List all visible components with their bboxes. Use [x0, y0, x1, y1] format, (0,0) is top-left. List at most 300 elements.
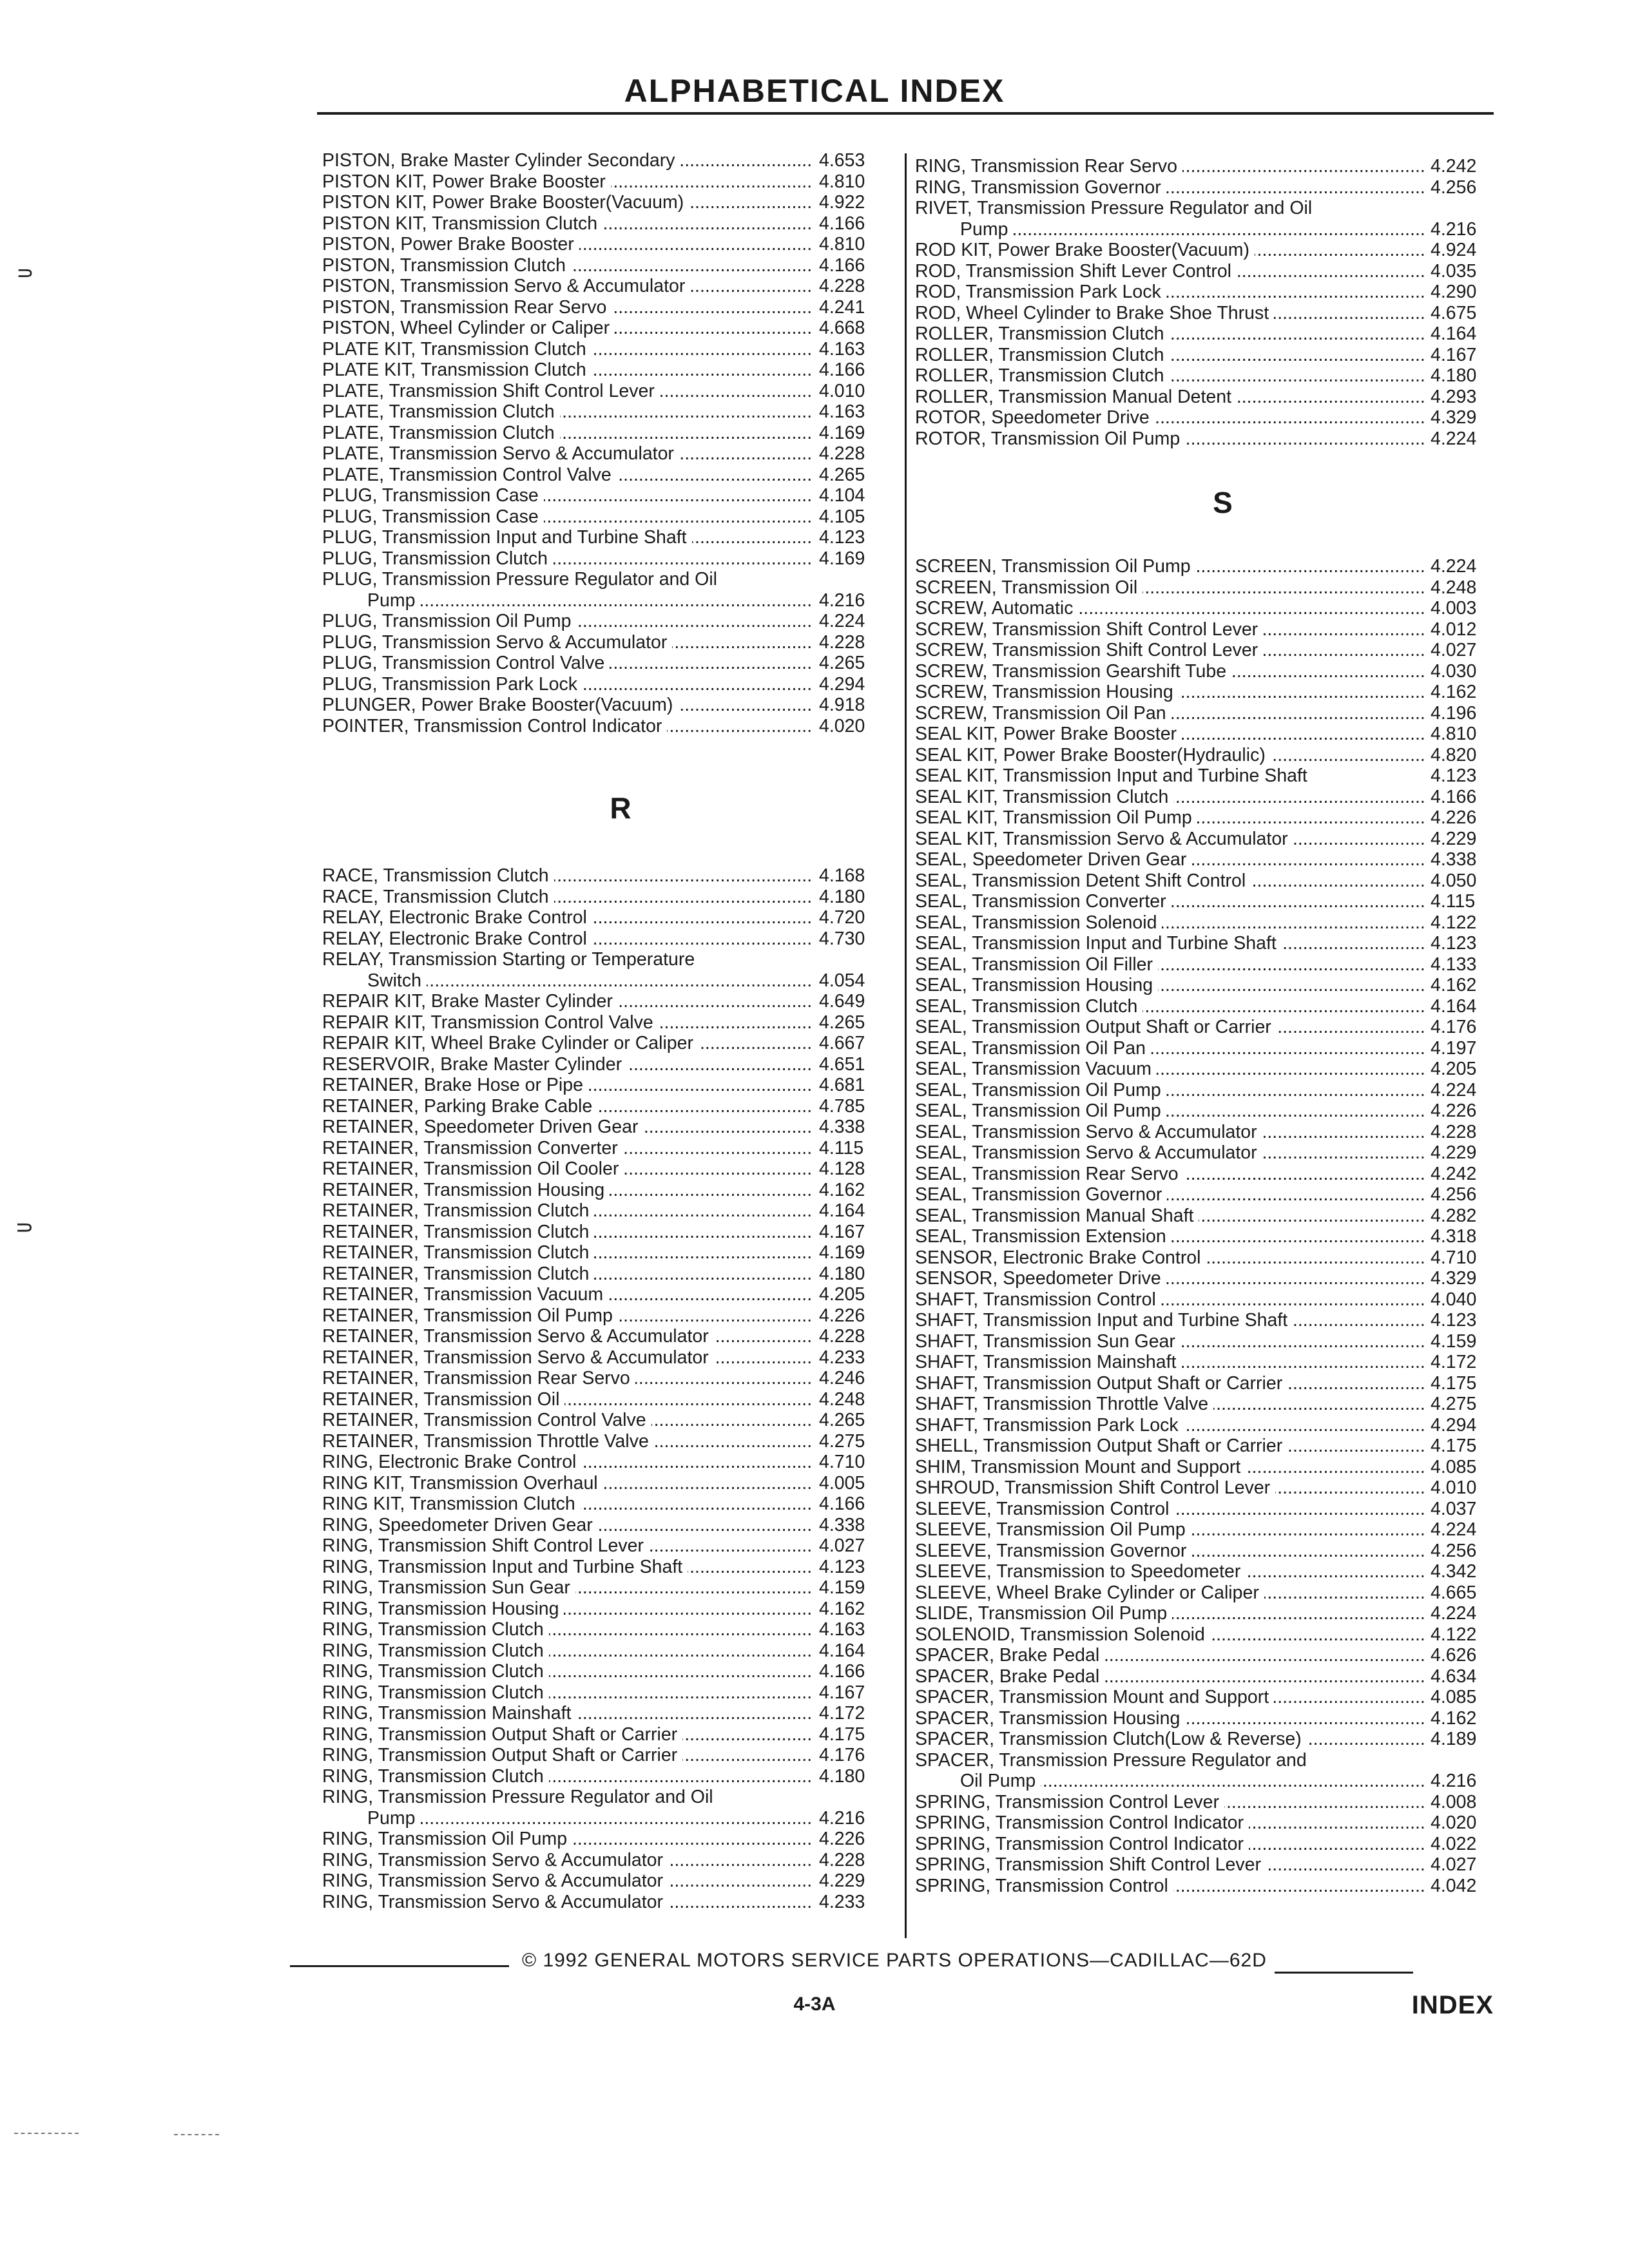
- index-entry: [322, 1745, 919, 1766]
- entry-page-ref: 4.166: [1431, 786, 1477, 807]
- entry-label: SEAL, Transmission Oil Filler: [915, 954, 1158, 975]
- index-entry: [322, 1661, 919, 1682]
- page-title: ALPHABETICAL INDEX: [624, 73, 1005, 109]
- entry-page-ref: 4.918: [819, 695, 865, 715]
- entry-label: SPRING, Transmission Control Indicator: [915, 1812, 1249, 1834]
- entry-label: RETAINER, Speedometer Driven Gear: [322, 1117, 643, 1138]
- index-entry: [322, 1410, 919, 1431]
- index-entry: [322, 1012, 919, 1033]
- page-number: 4-3A: [793, 1994, 836, 2015]
- entry-label: SOLENOID, Transmission Solenoid: [915, 1624, 1210, 1646]
- entry-label: RING, Transmission Output Shaft or Carrier: [322, 1724, 682, 1745]
- index-entry: [915, 556, 1530, 577]
- entry-page-ref: 4.163: [819, 338, 865, 360]
- entry-page-ref: 4.329: [1431, 1268, 1477, 1289]
- entry-label: SPACER, Transmission Pressure Regulator and: [915, 1750, 1312, 1771]
- entry-label: PLATE KIT, Transmission Clutch: [322, 360, 592, 381]
- index-entry: [322, 674, 919, 695]
- entry-label: SEAL, Transmission Oil Pump: [915, 1080, 1166, 1101]
- index-entry: [322, 632, 919, 653]
- entry-page-ref: 4.042: [1431, 1875, 1477, 1896]
- entry-label: SEAL KIT, Transmission Clutch: [915, 787, 1173, 808]
- entry-label: PLUG, Transmission Case: [322, 485, 544, 506]
- index-entry: [915, 1519, 1530, 1541]
- entry-page-ref: 4.164: [1431, 995, 1477, 1017]
- entry-label-continued: Switch: [322, 970, 427, 992]
- entry-label: PLATE, Transmission Shift Control Lever: [322, 381, 660, 402]
- entry-label: SEAL KIT, Power Brake Booster: [915, 724, 1182, 745]
- entry-page-ref: 4.282: [1431, 1205, 1477, 1226]
- entry-label: SHROUD, Transmission Shift Control Lever: [915, 1477, 1275, 1499]
- entry-label: SEAL, Transmission Input and Turbine Shaft: [915, 933, 1282, 954]
- entry-label: SPRING, Transmission Control Lever: [915, 1792, 1224, 1813]
- entry-label: RING, Transmission Clutch: [322, 1619, 549, 1640]
- index-entry: [915, 1331, 1530, 1352]
- entry-page-ref: 4.246: [819, 1368, 865, 1389]
- entry-label: RING, Transmission Servo & Accumulator: [322, 1850, 668, 1871]
- entry-page-ref: 4.128: [819, 1158, 865, 1179]
- index-entry: [915, 640, 1530, 661]
- entry-page-ref: 4.176: [1431, 1017, 1477, 1037]
- index-entry: [915, 1352, 1530, 1373]
- index-entry: [322, 949, 919, 991]
- section-label: INDEX: [1411, 1991, 1494, 2019]
- entry-page-ref: 4.030: [1431, 660, 1477, 682]
- entry-label: SLEEVE, Transmission Control: [915, 1499, 1174, 1520]
- entry-label: RETAINER, Transmission Clutch: [322, 1264, 594, 1285]
- entry-label: SHAFT, Transmission Mainshaft: [915, 1352, 1181, 1373]
- entry-label: SEAL, Transmission Rear Servo: [915, 1164, 1184, 1185]
- index-entry: [322, 1829, 919, 1850]
- index-entry: [322, 443, 919, 465]
- entry-page-ref: 4.162: [819, 1179, 865, 1200]
- index-entry: [915, 682, 1530, 703]
- entry-label: RING, Transmission Pressure Regulator and Oil: [322, 1787, 718, 1808]
- entry-page-ref: 4.342: [1431, 1561, 1477, 1582]
- entry-page-ref: 4.256: [1431, 177, 1477, 198]
- entry-page-ref: 4.248: [1431, 577, 1477, 598]
- index-entry: [915, 1164, 1530, 1185]
- index-entry: [322, 1264, 919, 1285]
- index-entry: [915, 1017, 1530, 1038]
- entry-label: ROD KIT, Power Brake Booster(Vacuum): [915, 240, 1255, 261]
- entry-page-ref: 4.123: [819, 1556, 865, 1577]
- entry-label: RING, Transmission Servo & Accumulator: [322, 1870, 668, 1892]
- entry-page-ref: 4.216: [819, 590, 865, 611]
- index-entry: [322, 234, 919, 255]
- entry-page-ref: 4.216: [1431, 218, 1477, 240]
- entry-label: ROD, Transmission Shift Lever Control: [915, 261, 1237, 282]
- entry-page-ref: 4.256: [1431, 1184, 1477, 1205]
- entry-page-ref: 4.242: [1431, 1163, 1477, 1184]
- entry-page-ref: 4.228: [819, 631, 865, 653]
- index-entry: [322, 1222, 919, 1243]
- index-entry: [322, 465, 919, 486]
- index-entry: [322, 1096, 919, 1117]
- index-entry: [322, 907, 919, 928]
- entry-page-ref: 4.265: [819, 653, 865, 673]
- entry-label: RING, Electronic Brake Control: [322, 1452, 581, 1473]
- entry-page-ref: 4.668: [819, 318, 865, 338]
- index-entry: [322, 1158, 919, 1180]
- entry-label: RACE, Transmission Clutch: [322, 887, 554, 908]
- scan-artifact: [14, 2133, 79, 2134]
- entry-label: ROTOR, Transmission Oil Pump: [915, 428, 1185, 450]
- index-entry: [915, 1268, 1530, 1289]
- entry-label: SPACER, Transmission Mount and Support: [915, 1687, 1274, 1708]
- entry-page-ref: 4.122: [1431, 912, 1477, 933]
- entry-page-ref: 4.175: [819, 1724, 865, 1745]
- entry-page-ref: 4.626: [1431, 1645, 1477, 1666]
- entry-label: RING, Transmission Rear Servo: [915, 156, 1182, 177]
- entry-page-ref: 4.810: [1431, 724, 1477, 744]
- entry-page-ref: 4.050: [1431, 870, 1477, 891]
- entry-page-ref: 4.720: [819, 907, 865, 928]
- index-entry: [322, 1054, 919, 1075]
- index-entry: [322, 1682, 919, 1704]
- entry-label: SHAFT, Transmission Input and Turbine Shaft: [915, 1310, 1293, 1331]
- entry-label: SPRING, Transmission Shift Control Lever: [915, 1854, 1266, 1876]
- entry-label: RETAINER, Transmission Oil: [322, 1389, 564, 1410]
- index-entry: [322, 506, 919, 528]
- entry-page-ref: 4.290: [1431, 282, 1477, 302]
- entry-label: RETAINER, Transmission Oil Pump: [322, 1305, 618, 1327]
- index-entry: [915, 1415, 1530, 1436]
- index-entry: [322, 318, 919, 339]
- entry-label: PLATE, Transmission Clutch: [322, 401, 560, 423]
- entry-label: RING, Transmission Oil Pump: [322, 1829, 572, 1850]
- index-entry: [915, 1206, 1530, 1227]
- index-entry: [322, 548, 919, 570]
- section-letter-r: R: [610, 791, 631, 825]
- entry-page-ref: 4.205: [819, 1284, 865, 1305]
- entry-page-ref: 4.020: [819, 715, 865, 736]
- entry-label: RING, Transmission Clutch: [322, 1661, 549, 1682]
- index-entry: [915, 1603, 1530, 1624]
- entry-label: RELAY, Electronic Brake Control: [322, 928, 592, 950]
- entry-label: SCREW, Transmission Shift Control Lever: [915, 619, 1263, 640]
- entry-page-ref: 4.224: [819, 611, 865, 631]
- index-entry: [322, 1452, 919, 1473]
- entry-label: SLEEVE, Transmission to Speedometer: [915, 1561, 1246, 1582]
- entry-page-ref: 4.224: [1431, 1079, 1477, 1100]
- index-entry: [915, 1477, 1530, 1499]
- margin-mark: ⸧: [13, 1215, 37, 1241]
- entry-page-ref: 4.162: [1431, 1707, 1477, 1729]
- entry-label: PISTON, Power Brake Booster: [322, 234, 579, 255]
- entry-label: ROD, Wheel Cylinder to Brake Shoe Thrust: [915, 303, 1274, 324]
- entry-label: RETAINER, Transmission Clutch: [322, 1222, 594, 1243]
- entry-page-ref: 4.653: [819, 150, 865, 171]
- entry-page-ref: 4.256: [1431, 1540, 1477, 1561]
- entry-label: RETAINER, Transmission Converter: [322, 1138, 623, 1159]
- entry-page-ref: 4.318: [1431, 1226, 1477, 1247]
- entry-page-ref: 4.163: [819, 1619, 865, 1640]
- copyright-text: © 1992 GENERAL MOTORS SERVICE PARTS OPERATIONS—CADILLAC—62D: [522, 1950, 1267, 1971]
- entry-page-ref: 4.175: [1431, 1372, 1477, 1394]
- index-entry: [915, 177, 1530, 198]
- index-entry: [915, 1541, 1530, 1562]
- entry-label: RETAINER, Transmission Servo & Accumulator: [322, 1326, 714, 1347]
- index-entry: [322, 381, 919, 402]
- entry-label: RING, Transmission Shift Control Lever: [322, 1535, 649, 1557]
- entry-label: POINTER, Transmission Control Indicator: [322, 716, 667, 737]
- footer-rule-left: [290, 1965, 509, 1967]
- entry-page-ref: 4.167: [819, 1682, 865, 1703]
- entry-page-ref: 4.226: [819, 1305, 865, 1326]
- index-entry: [915, 807, 1530, 829]
- entry-page-ref: 4.166: [819, 360, 865, 380]
- entry-label: PLUG, Transmission Clutch: [322, 548, 553, 570]
- entry-page-ref: 4.681: [819, 1075, 865, 1095]
- index-entry: [915, 577, 1530, 599]
- index-entry: [322, 360, 919, 381]
- index-entry: [322, 1535, 919, 1557]
- entry-page-ref: 4.338: [819, 1117, 865, 1137]
- index-entry: [322, 1892, 919, 1913]
- index-entry: [915, 240, 1530, 261]
- index-entry: [322, 1305, 919, 1327]
- entry-label: RETAINER, Transmission Throttle Valve: [322, 1431, 654, 1452]
- index-entry: [915, 1729, 1530, 1750]
- entry-label: RELAY, Electronic Brake Control: [322, 907, 592, 928]
- entry-label: RING, Transmission Sun Gear: [322, 1577, 575, 1599]
- index-entry: [915, 345, 1530, 366]
- entry-page-ref: 4.115: [819, 1137, 864, 1158]
- entry-label: SEAL, Transmission Servo & Accumulator: [915, 1122, 1262, 1143]
- entry-label: RING, Speedometer Driven Gear: [322, 1515, 598, 1536]
- entry-page-ref: 4.166: [819, 1494, 865, 1514]
- entry-label: RING, Transmission Governor: [915, 177, 1166, 198]
- index-entry: [322, 1870, 919, 1892]
- entry-page-ref: 4.180: [1431, 365, 1477, 386]
- index-entry: [322, 423, 919, 444]
- index-entry: [915, 1582, 1530, 1604]
- entry-label: PLATE KIT, Transmission Clutch: [322, 339, 592, 360]
- entry-page-ref: 4.180: [819, 1765, 865, 1787]
- index-entry: [322, 928, 919, 950]
- entry-label: SEAL KIT, Transmission Input and Turbine Shaft: [915, 765, 1313, 787]
- entry-label: PISTON, Wheel Cylinder or Caliper: [322, 318, 615, 339]
- index-entry: [915, 156, 1530, 177]
- entry-page-ref: 4.164: [819, 1640, 865, 1661]
- index-entry: [322, 297, 919, 318]
- entry-label: SEAL, Speedometer Driven Gear: [915, 849, 1191, 870]
- entry-page-ref: 4.169: [819, 1242, 865, 1263]
- index-entry: [322, 1200, 919, 1222]
- entry-label: RETAINER, Transmission Clutch: [322, 1242, 594, 1264]
- entry-page-ref: 4.162: [1431, 682, 1477, 702]
- index-entry: [322, 1284, 919, 1305]
- entry-label: SEAL, Transmission Extension: [915, 1226, 1171, 1247]
- entry-page-ref: 4.229: [819, 1870, 865, 1891]
- entry-label: REPAIR KIT, Brake Master Cylinder: [322, 991, 618, 1012]
- entry-label: RING, Transmission Clutch: [322, 1682, 549, 1704]
- index-entry: [322, 255, 919, 276]
- entry-label: SCREW, Transmission Oil Pan: [915, 703, 1171, 724]
- entry-label: RETAINER, Transmission Control Valve: [322, 1410, 651, 1431]
- entry-label: RING, Transmission Output Shaft or Carrier: [322, 1745, 682, 1766]
- entry-label: SPACER, Transmission Housing: [915, 1708, 1185, 1729]
- entry-page-ref: 4.054: [819, 970, 865, 991]
- index-entry: [915, 975, 1530, 996]
- entry-page-ref: 4.233: [819, 1891, 865, 1912]
- entry-page-ref: 4.922: [819, 192, 865, 213]
- index-entry: [322, 1389, 919, 1410]
- entry-label: RING, Transmission Clutch: [322, 1766, 549, 1787]
- entry-label: RETAINER, Transmission Servo & Accumulator: [322, 1347, 714, 1369]
- entry-page-ref: 4.085: [1431, 1456, 1477, 1477]
- index-entry: [915, 1184, 1530, 1206]
- index-entry: [915, 724, 1530, 745]
- entry-label: SEAL, Transmission Solenoid: [915, 912, 1162, 934]
- index-entry: [915, 954, 1530, 975]
- index-entry: [915, 787, 1530, 808]
- entry-label: SEAL KIT, Transmission Servo & Accumulator: [915, 829, 1293, 850]
- entry-page-ref: 4.012: [1431, 619, 1477, 640]
- index-entry: [915, 1059, 1530, 1080]
- entry-label: PLUG, Transmission Oil Pump: [322, 611, 576, 632]
- index-entry: [915, 1310, 1530, 1331]
- entry-label: SEAL, Transmission Housing: [915, 975, 1158, 996]
- entry-page-ref: 4.216: [819, 1807, 865, 1829]
- index-entry: [915, 1645, 1530, 1666]
- index-entry: [915, 1457, 1530, 1478]
- index-entry: [915, 1854, 1530, 1876]
- entry-page-ref: 4.667: [819, 1033, 865, 1053]
- entry-label: RETAINER, Transmission Rear Servo: [322, 1368, 635, 1389]
- entry-page-ref: 4.180: [819, 1263, 865, 1284]
- index-column-right: [915, 156, 1530, 1896]
- index-entry: [915, 1812, 1530, 1834]
- entry-label: PISTON, Transmission Servo & Accumulator: [322, 276, 690, 297]
- index-entry: [915, 365, 1530, 387]
- title-rule: [317, 112, 1494, 115]
- entry-page-ref: 4.035: [1431, 260, 1477, 282]
- index-entry: [915, 765, 1530, 787]
- entry-label: SHAFT, Transmission Park Lock: [915, 1415, 1184, 1436]
- index-entry: [322, 1117, 919, 1138]
- index-entry: [322, 1787, 919, 1829]
- entry-page-ref: 4.167: [1431, 344, 1477, 365]
- entry-page-ref: 4.197: [1431, 1037, 1477, 1059]
- index-entry: [915, 598, 1530, 619]
- entry-label: SPACER, Brake Pedal: [915, 1645, 1104, 1666]
- entry-page-ref: 4.275: [819, 1430, 865, 1452]
- index-entry: [322, 1138, 919, 1159]
- entry-page-ref: 4.248: [819, 1389, 865, 1410]
- entry-page-ref: 4.168: [819, 865, 865, 886]
- index-entry: [322, 192, 919, 213]
- entry-page-ref: 4.651: [819, 1053, 865, 1075]
- index-entry: [915, 428, 1530, 450]
- entry-page-ref: 4.167: [819, 1221, 865, 1242]
- entry-page-ref: 4.180: [819, 886, 865, 907]
- entry-page-ref: 4.040: [1431, 1289, 1477, 1310]
- entry-page-ref: 4.166: [819, 1661, 865, 1682]
- entry-page-ref: 4.159: [819, 1577, 865, 1598]
- index-entry: [322, 401, 919, 423]
- entry-label: SEAL, Transmission Governor: [915, 1184, 1167, 1206]
- entry-label: SPRING, Transmission Control: [915, 1876, 1173, 1897]
- entry-page-ref: 4.275: [1431, 1394, 1477, 1414]
- entry-page-ref: 4.196: [1431, 702, 1477, 724]
- index-entry: [915, 1080, 1530, 1101]
- entry-label: RETAINER, Transmission Housing: [322, 1180, 610, 1201]
- entry-label: SHAFT, Transmission Control: [915, 1289, 1161, 1311]
- entry-label: ROLLER, Transmission Clutch: [915, 345, 1169, 366]
- entry-label: PLATE, Transmission Control Valve: [322, 465, 617, 486]
- index-entry: [915, 891, 1530, 912]
- entry-label: ROTOR, Speedometer Drive: [915, 407, 1155, 428]
- index-entry: [322, 887, 919, 908]
- index-entry: [322, 1431, 919, 1452]
- entry-label: SCREW, Transmission Gearshift Tube: [915, 661, 1231, 682]
- entry-page-ref: 4.008: [1431, 1791, 1477, 1812]
- index-entry: [915, 1666, 1530, 1687]
- index-entry: [915, 1876, 1530, 1897]
- entry-page-ref: 4.085: [1431, 1687, 1477, 1707]
- index-entry: [322, 213, 919, 235]
- index-entry: [322, 1515, 919, 1536]
- entry-page-ref: 4.166: [819, 213, 865, 234]
- section-letter-s: S: [1213, 486, 1233, 519]
- index-entry: [915, 1624, 1530, 1646]
- entry-label: RETAINER, Transmission Clutch: [322, 1200, 594, 1222]
- entry-label: RING, Transmission Servo & Accumulator: [322, 1892, 668, 1913]
- entry-label: SLIDE, Transmission Oil Pump: [915, 1603, 1172, 1624]
- index-entry: [322, 1577, 919, 1599]
- entry-label: PISTON KIT, Transmission Clutch: [322, 213, 602, 235]
- entry-label: RETAINER, Parking Brake Cable: [322, 1096, 597, 1117]
- index-entry: [915, 1373, 1530, 1394]
- entry-label: SLEEVE, Transmission Oil Pump: [915, 1519, 1191, 1541]
- entry-page-ref: 4.133: [1431, 954, 1477, 975]
- entry-page-ref: 4.123: [1431, 933, 1477, 954]
- entry-label-continued: Oil Pump: [915, 1771, 1041, 1792]
- entry-page-ref: 4.730: [819, 928, 865, 949]
- index-entry: [915, 703, 1530, 724]
- entry-label: RETAINER, Brake Hose or Pipe: [322, 1075, 588, 1096]
- entry-page-ref: 4.265: [819, 1410, 865, 1430]
- index-entry: [322, 1473, 919, 1494]
- index-entry: [915, 1038, 1530, 1059]
- index-entry: [322, 1347, 919, 1369]
- entry-page-ref: 4.037: [1431, 1498, 1477, 1519]
- entry-label: SCREEN, Transmission Oil Pump: [915, 556, 1196, 577]
- index-entry: [322, 1494, 919, 1515]
- index-entry: [322, 1640, 919, 1662]
- entry-page-ref: 4.164: [1431, 323, 1477, 344]
- entry-page-ref: 4.226: [1431, 807, 1477, 828]
- index-entry: [915, 407, 1530, 428]
- entry-page-ref: 4.027: [1431, 1854, 1477, 1875]
- index-entry: [322, 1724, 919, 1745]
- entry-label: RING, Transmission Mainshaft: [322, 1703, 576, 1724]
- entry-label: RIVET, Transmission Pressure Regulator and Oil: [915, 198, 1317, 219]
- entry-page-ref: 4.924: [1431, 240, 1477, 260]
- scan-artifact: [174, 2134, 219, 2135]
- entry-page-ref: 4.169: [819, 548, 865, 569]
- footer-rule-right: [1275, 1972, 1413, 1974]
- entry-page-ref: 4.172: [1431, 1352, 1477, 1372]
- entry-label: RETAINER, Transmission Vacuum: [322, 1284, 608, 1305]
- entry-page-ref: 4.022: [1431, 1833, 1477, 1854]
- entry-label: ROD, Transmission Park Lock: [915, 282, 1166, 303]
- entry-label: RING, Transmission Housing: [322, 1599, 564, 1620]
- entry-page-ref: 4.233: [819, 1347, 865, 1368]
- index-entry: [322, 1242, 919, 1264]
